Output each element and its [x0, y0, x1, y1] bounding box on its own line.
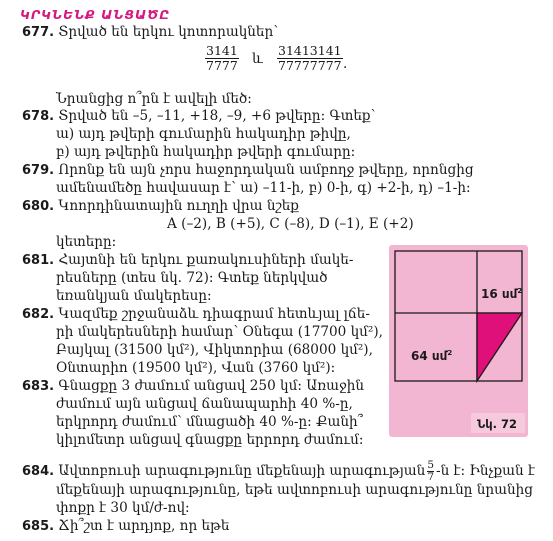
shaded-triangle — [477, 313, 522, 381]
figure-caption: Նկ. 72 — [477, 417, 517, 431]
small-square-label — [481, 286, 522, 303]
squares-diagram — [389, 245, 528, 437]
problem-text: Հայտնի են երկու քառակուսիների մակե- — [58, 252, 354, 268]
section-heading: ԿՐԿՆԵՆՔ ԱՆՑԱԾԸ — [20, 7, 171, 22]
problem-683 — [22, 378, 364, 395]
problem-text-cont: ժամում այն անցավ ճանապարհի 40 %-ը, — [56, 396, 353, 412]
problem-text: -ն է: Ինչքան է — [436, 463, 535, 479]
big-area: 64 սմ — [411, 349, 448, 363]
fraction-2 — [277, 44, 343, 73]
superscript: 2 — [447, 349, 453, 357]
problem-text: Տրված են երկու կոտորակներ՝ — [58, 24, 279, 40]
fraction-denominator: 77777777 — [278, 58, 342, 73]
problem-text-cont: երկրորդ ժամում՝ մնացածի 40 %-ը: Քանի՞ — [56, 414, 363, 430]
problem-number: 682. — [22, 307, 55, 322]
problem-text: Որոնք են այն չորս հաջորդական ամբողջ թվերը, որոնցից — [58, 162, 474, 178]
problem-text-cont: Օնտարիո (19500 կմ²), Վան (3760 կմ²): — [56, 360, 336, 376]
problem-680 — [22, 198, 299, 215]
problem-number: 683. — [22, 379, 55, 394]
problem-number: 684. — [22, 464, 55, 479]
fraction-1 — [205, 44, 239, 73]
problem-text-cont: եռանկյան մակերեսը: — [56, 288, 212, 304]
problem-text: Տրված են –5, –11, +18, –9, +6 թվերը: Գտեք՝ — [58, 108, 376, 124]
problem-text-cont: րի մակերեսների համար՝ Օնեգա (17700 կմ²), — [56, 324, 384, 340]
problem-text-cont: փոքր է 30 կմ/ժ-ով: — [56, 500, 190, 516]
problem-text-cont: կետերը: — [56, 234, 117, 250]
fraction-denominator: 7777 — [206, 58, 238, 73]
problem-text: Գնացքը 3 ժամում անցավ 250 կմ: Առաջին — [58, 378, 364, 394]
point-list: A (–2), B (+5), C (–8), D (–1), E (+2) — [167, 216, 414, 232]
fraction-numerator: 3141 — [206, 43, 238, 58]
problem-text-cont: րեսները (տես նկ. 72): Գտեք ներկված — [56, 270, 328, 286]
problem-677 — [22, 24, 278, 41]
fraction-denominator: 7 — [427, 471, 434, 483]
problem-681 — [22, 252, 353, 269]
problem-text: Ավտոբուսի արագությունը մեքենայի արագության — [58, 463, 426, 479]
big-square-label — [411, 348, 452, 365]
fraction-numerator: 31413141 — [278, 43, 342, 58]
problem-question: Նրանցից ո՞րն է ավելի մեծ: — [56, 91, 252, 107]
problem-text-cont: մեքենայի արագությունը, եթե ավտոբուսի արագությունը նրանից — [56, 482, 534, 498]
problem-number: 681. — [22, 253, 55, 268]
subitem-a: ա) այդ թվերի գումարին հակադիր թիվը, — [56, 126, 351, 142]
figure-72 — [389, 245, 528, 437]
problem-text: Ճի՞շտ է արդյոք, որ եթե — [58, 518, 230, 534]
problem-number: 679. — [22, 163, 55, 178]
inline-fraction — [427, 460, 434, 483]
problem-678 — [22, 108, 375, 125]
problem-number: 680. — [22, 199, 55, 214]
problem-text-cont: կիլոմետր անցավ գնացքը երրորդ ժամում: — [56, 432, 364, 448]
problem-text: Կոորդինատային ուղղի վրա նշեք — [58, 198, 299, 214]
problem-number: 677. — [22, 25, 55, 40]
subitem-b: բ) այդ թվերին հակադիր թվերի գումարը: — [56, 144, 356, 160]
problem-text: Կազմեք շրջանաձև դիագրամ հետևյալ լճե- — [58, 306, 370, 322]
problem-text-cont: Բայկալ (31500 կմ²), Վիկտորիա (68000 կմ²), — [56, 342, 373, 358]
problem-number: 685. — [22, 519, 55, 534]
superscript: 2 — [517, 287, 523, 295]
problem-685 — [22, 518, 229, 535]
problem-682 — [22, 306, 370, 323]
fraction-numerator: 5 — [427, 459, 434, 471]
small-area: 16 սմ — [481, 287, 518, 301]
problem-number: 678. — [22, 109, 55, 124]
problem-684 — [22, 460, 535, 483]
problem-text-cont: ամենամեծը հավասար է՝ ա) –11-ի, բ) 0-ի, գ) +2-ի, դ) –1-ի: — [56, 180, 471, 196]
problem-679 — [22, 162, 474, 179]
conjunction: և — [252, 51, 263, 67]
fraction-period: . — [343, 56, 348, 72]
